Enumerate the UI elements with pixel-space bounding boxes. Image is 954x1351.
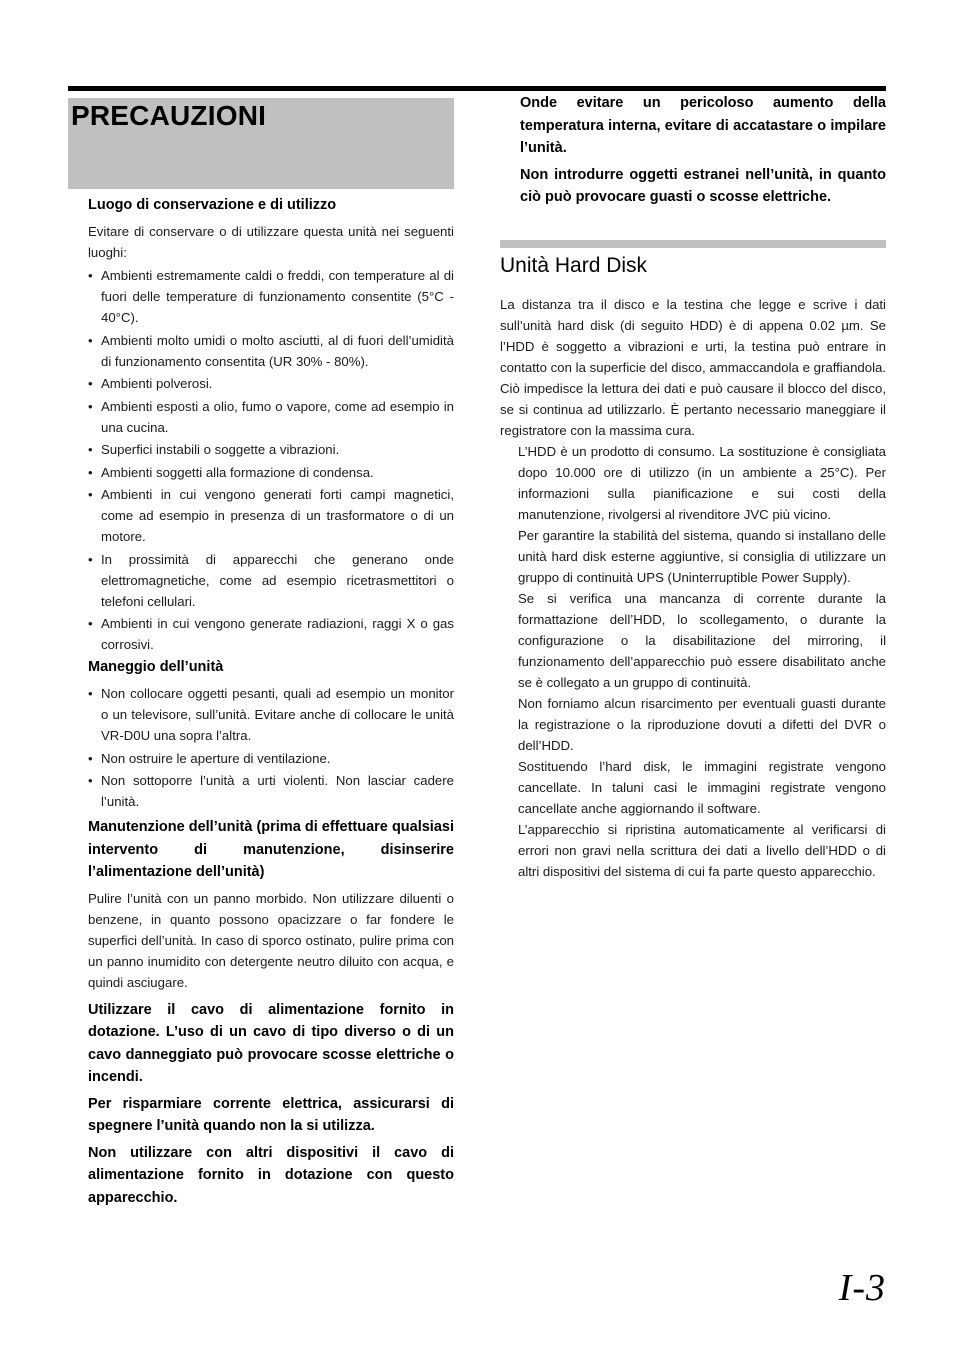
list-item: • In prossimità di apparecchi che generano onde elettromagnetiche, come ad esempio ricetrasmettitori o telefoni cellulari. [88, 549, 454, 612]
hdd-note: Non forniamo alcun risarcimento per eventuali guasti durante la registrazione o la riproduzione dovuti a difetti del DVR o dell’HDD. [518, 695, 886, 753]
title-box [68, 98, 454, 189]
handling-list [88, 683, 454, 812]
warning-save-energy: Per risparmiare corrente elettrica, assicurarsi di spegnere l’unità quando non la si utilizza. [88, 1095, 454, 1134]
list-item: • Ambienti polverosi. [88, 373, 454, 394]
list-item: • Ambienti soggetti alla formazione di condensa. [88, 462, 454, 483]
warning-foreign-objects: Non introdurre oggetti estranei nell’unità, in quanto ciò può provocare guasti o scosse elettriche. [520, 166, 886, 205]
list-item: • Superfici instabili o soggette a vibrazioni. [88, 439, 454, 460]
page-title: PRECAUZIONI [71, 100, 267, 131]
handling-heading: Maneggio dell’unità [88, 659, 224, 675]
hdd-note: Per garantire la stabilità del sistema, quando si installano delle unità hard disk esterne aggiuntive, si consiglia di utilizzare un gruppo di continuità UPS (Uninterruptible Power Supply). [518, 527, 886, 585]
list-item: • Ambienti in cui vengono generati forti campi magnetici, come ad esempio in presenza di un trasformatore o di un motore. [88, 484, 454, 547]
warning-power-cable: Utilizzare il cavo di alimentazione fornito in dotazione. L’uso di un cavo di tipo diverso o di un cavo danneggiato può provocare scosse elettriche o incendi. [88, 1001, 454, 1085]
maintenance-text: Pulire l’unità con un panno morbido. Non utilizzare diluenti o benzene, in quanto possono opacizzare o far fondere le superfici dell’unità. In caso di sporco ostinato, pulire prima con un panno inumidito con detergente neutro diluito con acqua, e quindi asciugare. [88, 890, 454, 990]
section-rule [500, 240, 886, 248]
list-item: • Ambienti molto umidi o molto asciutti, al di fuori dell’umidità di funzionamento consentita (UR 30% - 80%). [88, 330, 454, 372]
hdd-note: Se si verifica una mancanza di corrente durante la formattazione dell’HDD, lo scollegamento, o durante la configurazione o la disabilitazione del mirroring, il funzionamento dell’apparecchio può essere disabilitato anche se è collegato a un gruppo di continuità. [518, 590, 886, 690]
hdd-notes [500, 441, 886, 882]
right-warnings [500, 92, 886, 209]
storage-heading: Luogo di conservazione e di utilizzo [88, 197, 337, 213]
storage-intro: Evitare di conservare o di utilizzare questa unità nei seguenti luoghi: [88, 224, 454, 260]
list-item: • Ambienti esposti a olio, fumo o vapore, come ad esempio in una cucina. [88, 396, 454, 438]
list-item: • Non sottoporre l’unità a urti violenti. Non lasciar cadere l’unità. [88, 770, 454, 812]
right-column [500, 92, 886, 882]
storage-list [88, 265, 454, 655]
list-item: • Non collocare oggetti pesanti, quali ad esempio un monitor o un televisore, sull’unità. Evitare anche di collocare le unità VR-D0U una sopra l’altra. [88, 683, 454, 746]
warning-cable-other-devices: Non utilizzare con altri dispositivi il cavo di alimentazione fornito in dotazione con questo apparecchio. [88, 1144, 454, 1206]
hdd-note: L’HDD è un prodotto di consumo. La sostituzione è consigliata dopo 10.000 ore di utilizzo (in un ambiente a 25°C). Per informazioni sulla pianificazione e sui costi della manutenzione, rivolgersi al rivenditore JVC più vicino. [518, 443, 886, 522]
list-item: • Ambienti in cui vengono generate radiazioni, raggi X o gas corrosivi. [88, 613, 454, 655]
top-rule [68, 86, 886, 91]
hdd-intro: La distanza tra il disco e la testina che legge e scrive i dati sull’unità hard disk (di seguito HDD) è di appena 0.02 µm. Se l’HDD è soggetto a vibrazioni e urti, la testina può entrare in contatto con la superficie del disco, ammaccandola e graffiandola. Ciò impedisce la lettura dei dati e può causare il blocco del disco, se si continua ad utilizzarlo. È pertanto necessario maneggiare il registratore con la massima cura. [500, 296, 886, 438]
maintenance-heading: Manutenzione dell’unità (prima di effettuare qualsiasi intervento di manutenzione, disinserire l’alimentazione dell’unità) [88, 819, 454, 880]
list-item: • Non ostruire le aperture di ventilazione. [88, 748, 454, 769]
hdd-note: L’apparecchio si ripristina automaticamente al verificarsi di errori non gravi nella scrittura dei dati a livello dell’HDD o di altri dispositivi del sistema di cui fa parte questo apparecchio. [518, 821, 886, 879]
left-column [88, 195, 454, 1213]
page-number: I-3 [838, 1267, 886, 1309]
hdd-note: Sostituendo l’hard disk, le immagini registrate vengono cancellate. In taluni casi le immagini registrate vengono cancellate anche aggiornando il software. [518, 758, 886, 816]
hdd-section-title: Unità Hard Disk [500, 253, 648, 277]
warning-stacking: Onde evitare un pericoloso aumento della temperatura interna, evitare di accatastare o impilare l’unità. [520, 95, 886, 156]
list-item: • Ambienti estremamente caldi o freddi, con temperature al di fuori delle temperature di funzionamento consentite (5°C - 40°C). [88, 265, 454, 328]
